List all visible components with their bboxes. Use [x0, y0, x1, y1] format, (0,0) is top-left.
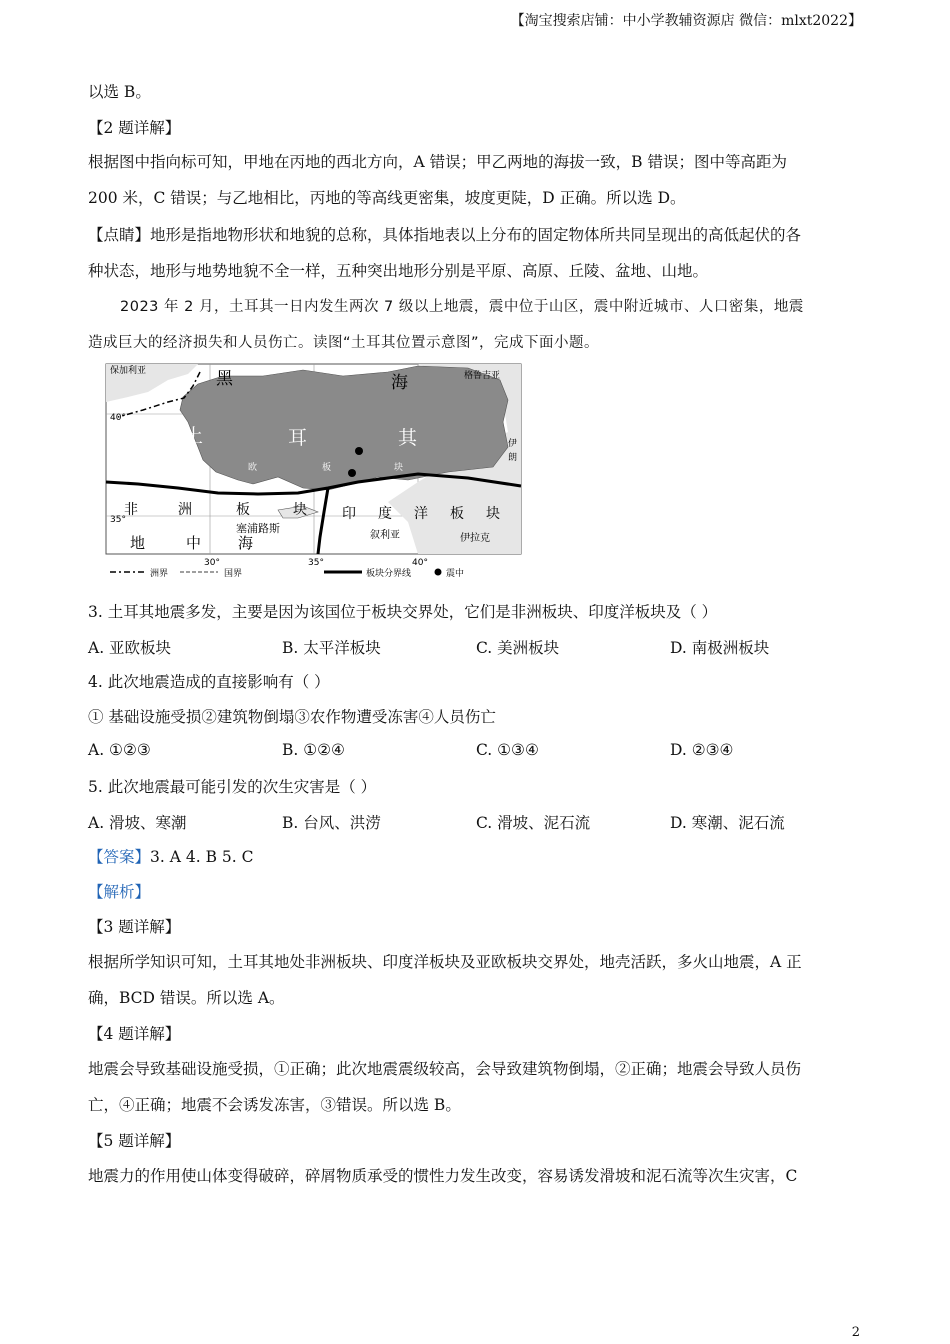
option-c: C. 滑坡、泥石流	[476, 814, 591, 832]
svg-text:其: 其	[398, 427, 418, 449]
svg-text:印: 印	[342, 506, 356, 522]
option-d: D. 南极洲板块	[670, 639, 770, 657]
question-5-stem: 5. 此次地震最可能引发的次生灾害是（ ）	[88, 778, 377, 796]
svg-text:伊: 伊	[508, 439, 518, 449]
svg-text:块: 块	[293, 502, 307, 518]
svg-text:塞浦路斯: 塞浦路斯	[236, 522, 280, 535]
answer-line	[88, 846, 253, 868]
option-b: B. 台风、洪涝	[282, 814, 381, 832]
svg-text:35°: 35°	[110, 515, 126, 525]
question-4-items: ① 基础设施受损②建筑物倒塌③农作物遭受冻害④人员伤亡	[88, 708, 496, 726]
svg-text:40°: 40°	[412, 558, 428, 568]
svg-text:板块分界线: 板块分界线	[366, 569, 412, 579]
svg-text:30°: 30°	[204, 558, 220, 568]
option-d: D. 寒潮、泥石流	[670, 814, 785, 832]
option-b: B. 太平洋板块	[282, 639, 381, 657]
question-4-options	[88, 741, 868, 763]
text-line: 亡，④正确；地震不会诱发冻害，③错误。所以选 B。	[88, 1096, 461, 1114]
svg-text:洋: 洋	[414, 506, 428, 522]
epicenter	[355, 447, 363, 455]
svg-text:伊拉克: 伊拉克	[460, 533, 490, 544]
svg-text:海: 海	[238, 534, 254, 552]
option-c: C. ①③④	[476, 741, 539, 759]
question-5-options	[88, 811, 868, 833]
text-line: 根据图中指向标可知，甲地在丙地的西北方向，A 错误；甲乙两地的海拔一致，B 错误；图中等高距为	[88, 153, 787, 171]
option-a: A. ①②③	[88, 741, 151, 759]
text-line: 根据所学知识可知，土耳其地处非洲板块、印度洋板块及亚欧板块交界处，地壳活跃，多火山地震，A 正	[88, 953, 802, 971]
svg-text:35°: 35°	[308, 558, 324, 568]
epicenter	[348, 469, 356, 477]
svg-text:耳: 耳	[288, 427, 308, 449]
text-line: 确，BCD 错误。所以选 A。	[88, 989, 285, 1007]
option-c: C. 美洲板块	[476, 639, 560, 657]
svg-text:叙利亚: 叙利亚	[370, 530, 400, 541]
svg-text:保加利亚: 保加利亚	[110, 366, 147, 376]
text-line: 种状态，地形与地势地貌不全一样，五种突出地形分别是平原、高原、丘陵、盆地、山地。	[88, 262, 709, 280]
answer-tag: 【答案】	[88, 848, 151, 866]
text-line: 【点睛】地形是指地物形状和地貌的总称，具体指地表以上分布的固定物体所共同呈现出的高低起伏的各	[88, 226, 802, 244]
svg-text:亚: 亚	[173, 463, 183, 473]
question-3-options	[88, 636, 868, 658]
section-heading: 【3 题详解】	[88, 918, 181, 936]
text-line: 地震力的作用使山体变得破碎，碎屑物质承受的惯性力发生改变，容易诱发滑坡和泥石流等次生灾害，C	[88, 1167, 798, 1185]
question-4-stem: 4. 此次地震造成的直接影响有（ ）	[88, 673, 330, 691]
svg-text:板: 板	[450, 506, 464, 522]
svg-text:洲界: 洲界	[150, 569, 169, 579]
svg-text:板: 板	[236, 502, 250, 518]
section-heading: 【4 题详解】	[88, 1025, 181, 1043]
svg-text:朗: 朗	[508, 453, 518, 463]
svg-text:震中: 震中	[446, 569, 465, 579]
svg-text:黑: 黑	[216, 369, 233, 389]
svg-text:块: 块	[486, 506, 500, 522]
intro-line: 2023 年 2 月，土耳其一日内发生两次 7 级以上地震，震中位于山区，震中附近城市、人口密集，地震	[120, 299, 804, 315]
svg-text:度: 度	[378, 506, 392, 522]
option-a: A. 亚欧板块	[88, 639, 172, 657]
turkey-location-map	[88, 362, 524, 580]
page-header: 【淘宝搜索店铺：中小学教辅资源店 微信：mlxt2022】	[510, 13, 862, 29]
intro-line: 造成巨大的经济损失和人员伤亡。读图“土耳其位置示意图”，完成下面小题。	[88, 335, 600, 351]
svg-text:地: 地	[130, 534, 146, 552]
svg-text:非: 非	[124, 502, 138, 518]
option-a: A. 滑坡、寒潮	[88, 814, 187, 832]
svg-text:海: 海	[391, 373, 408, 393]
question-3-stem: 3. 土耳其地震多发，主要是因为该国位于板块交界处，它们是非洲板块、印度洋板块及（ ）	[88, 603, 718, 621]
svg-text:欧: 欧	[248, 463, 258, 473]
section-heading: 【5 题详解】	[88, 1132, 181, 1150]
option-b: B. ①②④	[282, 741, 345, 759]
text-line: 以选 B。	[88, 83, 151, 101]
svg-text:中: 中	[186, 534, 202, 552]
text-line: 200 米，C 错误；与乙地相比，丙地的等高线更密集，坡度更陡，D 正确。所以选 D。	[88, 189, 686, 207]
page-number: 2	[851, 1325, 860, 1340]
svg-text:土: 土	[184, 425, 204, 447]
svg-text:格鲁吉亚: 格鲁吉亚	[464, 371, 501, 381]
svg-text:板: 板	[322, 463, 332, 473]
option-d: D. ②③④	[670, 741, 734, 759]
svg-text:块: 块	[394, 463, 404, 473]
svg-text:洲: 洲	[178, 502, 192, 518]
svg-text:40°: 40°	[110, 413, 126, 423]
analysis-tag: 【解析】	[88, 883, 151, 901]
answer-text: 3. A 4. B 5. C	[150, 848, 254, 866]
svg-text:国界: 国界	[224, 569, 243, 579]
text-line: 地震会导致基础设施受损，①正确；此次地震震级较高，会导致建筑物倒塌，②正确；地震会导致人员伤	[88, 1060, 802, 1078]
section-heading: 【2 题详解】	[88, 119, 181, 137]
